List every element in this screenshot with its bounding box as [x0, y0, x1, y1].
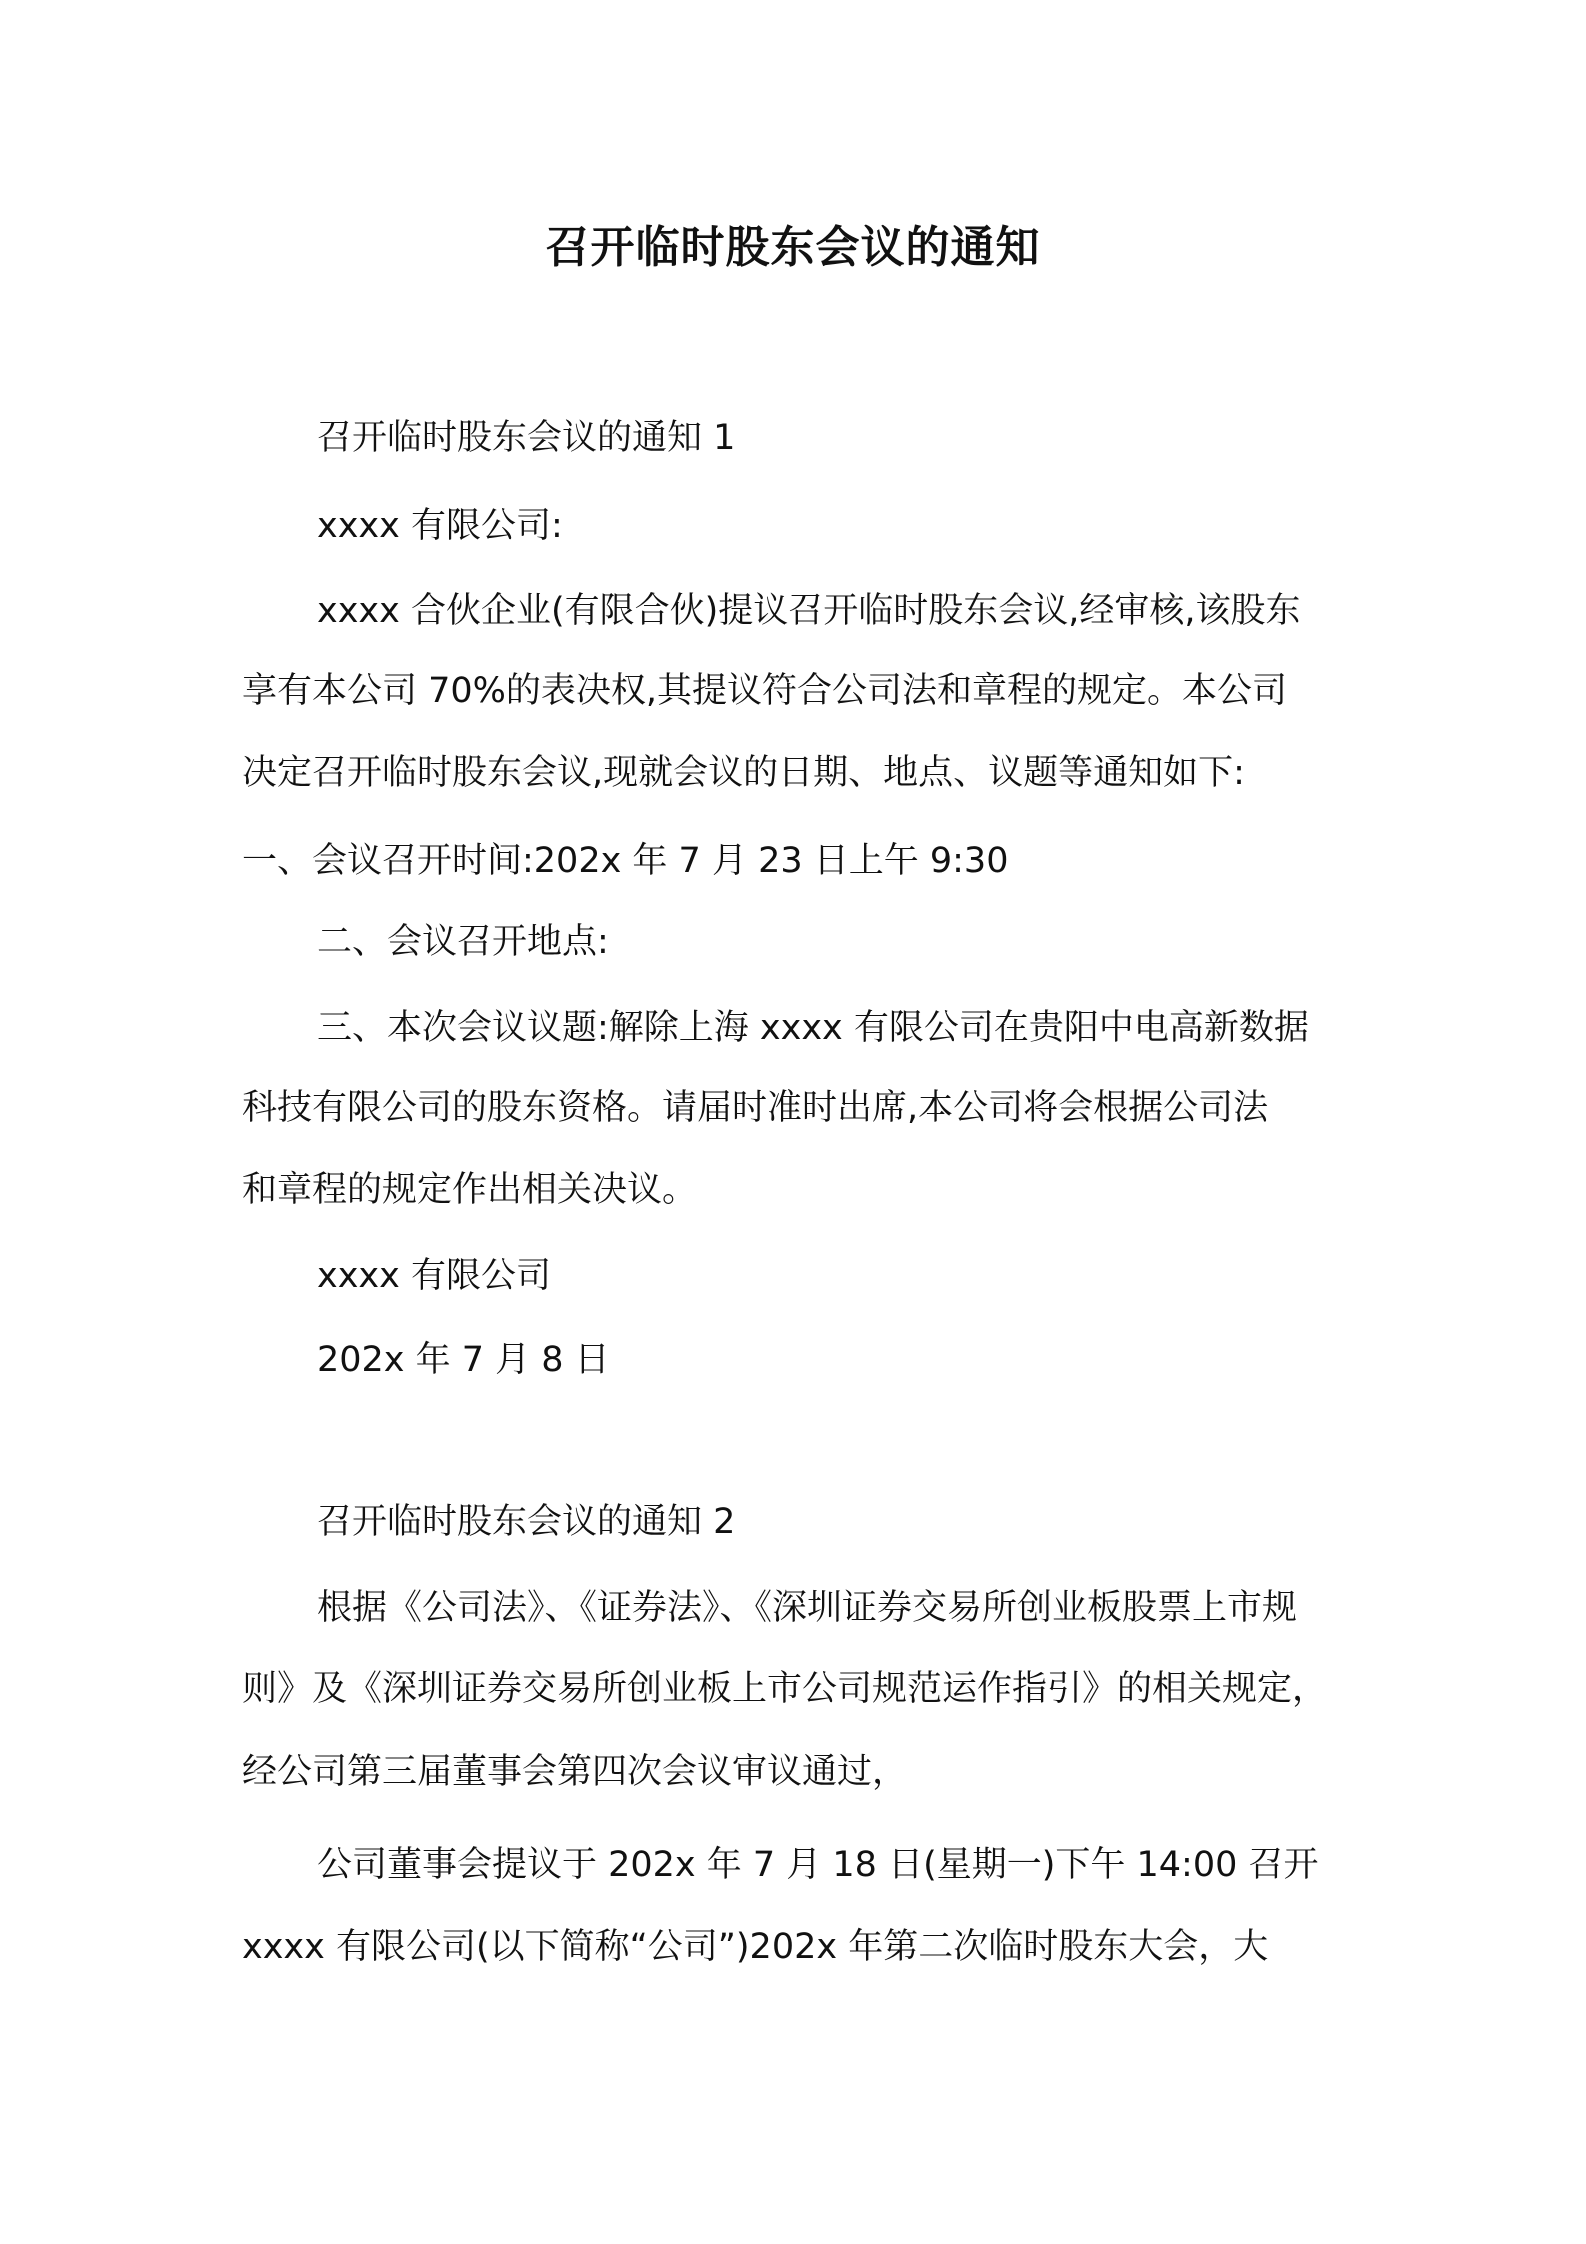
meeting-agenda: 三、本次会议议题:解除上海 xxxx 有限公司在贵阳中电高新数据	[317, 1008, 1309, 1048]
addressee: xxxx 有限公司:	[317, 506, 563, 546]
paragraph-line: 决定召开临时股东会议,现就会议的日期、地点、议题等通知如下:	[242, 753, 1245, 793]
notice-1-heading: 召开临时股东会议的通知 1	[317, 418, 736, 458]
paragraph-line: 科技有限公司的股东资格。请届时准时出席,本公司将会根据公司法	[242, 1088, 1269, 1128]
signature-date: 202x 年 7 月 8 日	[317, 1340, 610, 1380]
document-title: 召开临时股东会议的通知	[545, 222, 1041, 273]
paragraph-line: 经公司第三届董事会第四次会议审议通过，	[242, 1752, 908, 1792]
paragraph-line: 根据《公司法》、《证券法》、《深圳证券交易所创业板股票上市规	[317, 1588, 1298, 1628]
paragraph-line: 和章程的规定作出相关决议。	[242, 1170, 698, 1210]
paragraph-line: xxxx 合伙企业(有限合伙)提议召开临时股东会议,经审核,该股东	[317, 591, 1301, 631]
paragraph-line: xxxx 有限公司(以下简称“公司”)202x 年第二次临时股东大会，大	[242, 1927, 1269, 1967]
meeting-time: 一、会议召开时间:202x 年 7 月 23 日上午 9:30	[242, 841, 1009, 881]
paragraph-line: 享有本公司 70%的表决权,其提议符合公司法和章程的规定。本公司	[242, 671, 1288, 711]
paragraph-line: 公司董事会提议于 202x 年 7 月 18 日(星期一)下午 14:00 召开	[317, 1845, 1319, 1885]
paragraph-line: 则》及《深圳证券交易所创业板上市公司规范运作指引》的相关规定，	[242, 1669, 1328, 1709]
signature-company: xxxx 有限公司	[317, 1256, 551, 1296]
notice-2-heading: 召开临时股东会议的通知 2	[317, 1502, 736, 1542]
meeting-location: 二、会议召开地点:	[317, 922, 609, 962]
